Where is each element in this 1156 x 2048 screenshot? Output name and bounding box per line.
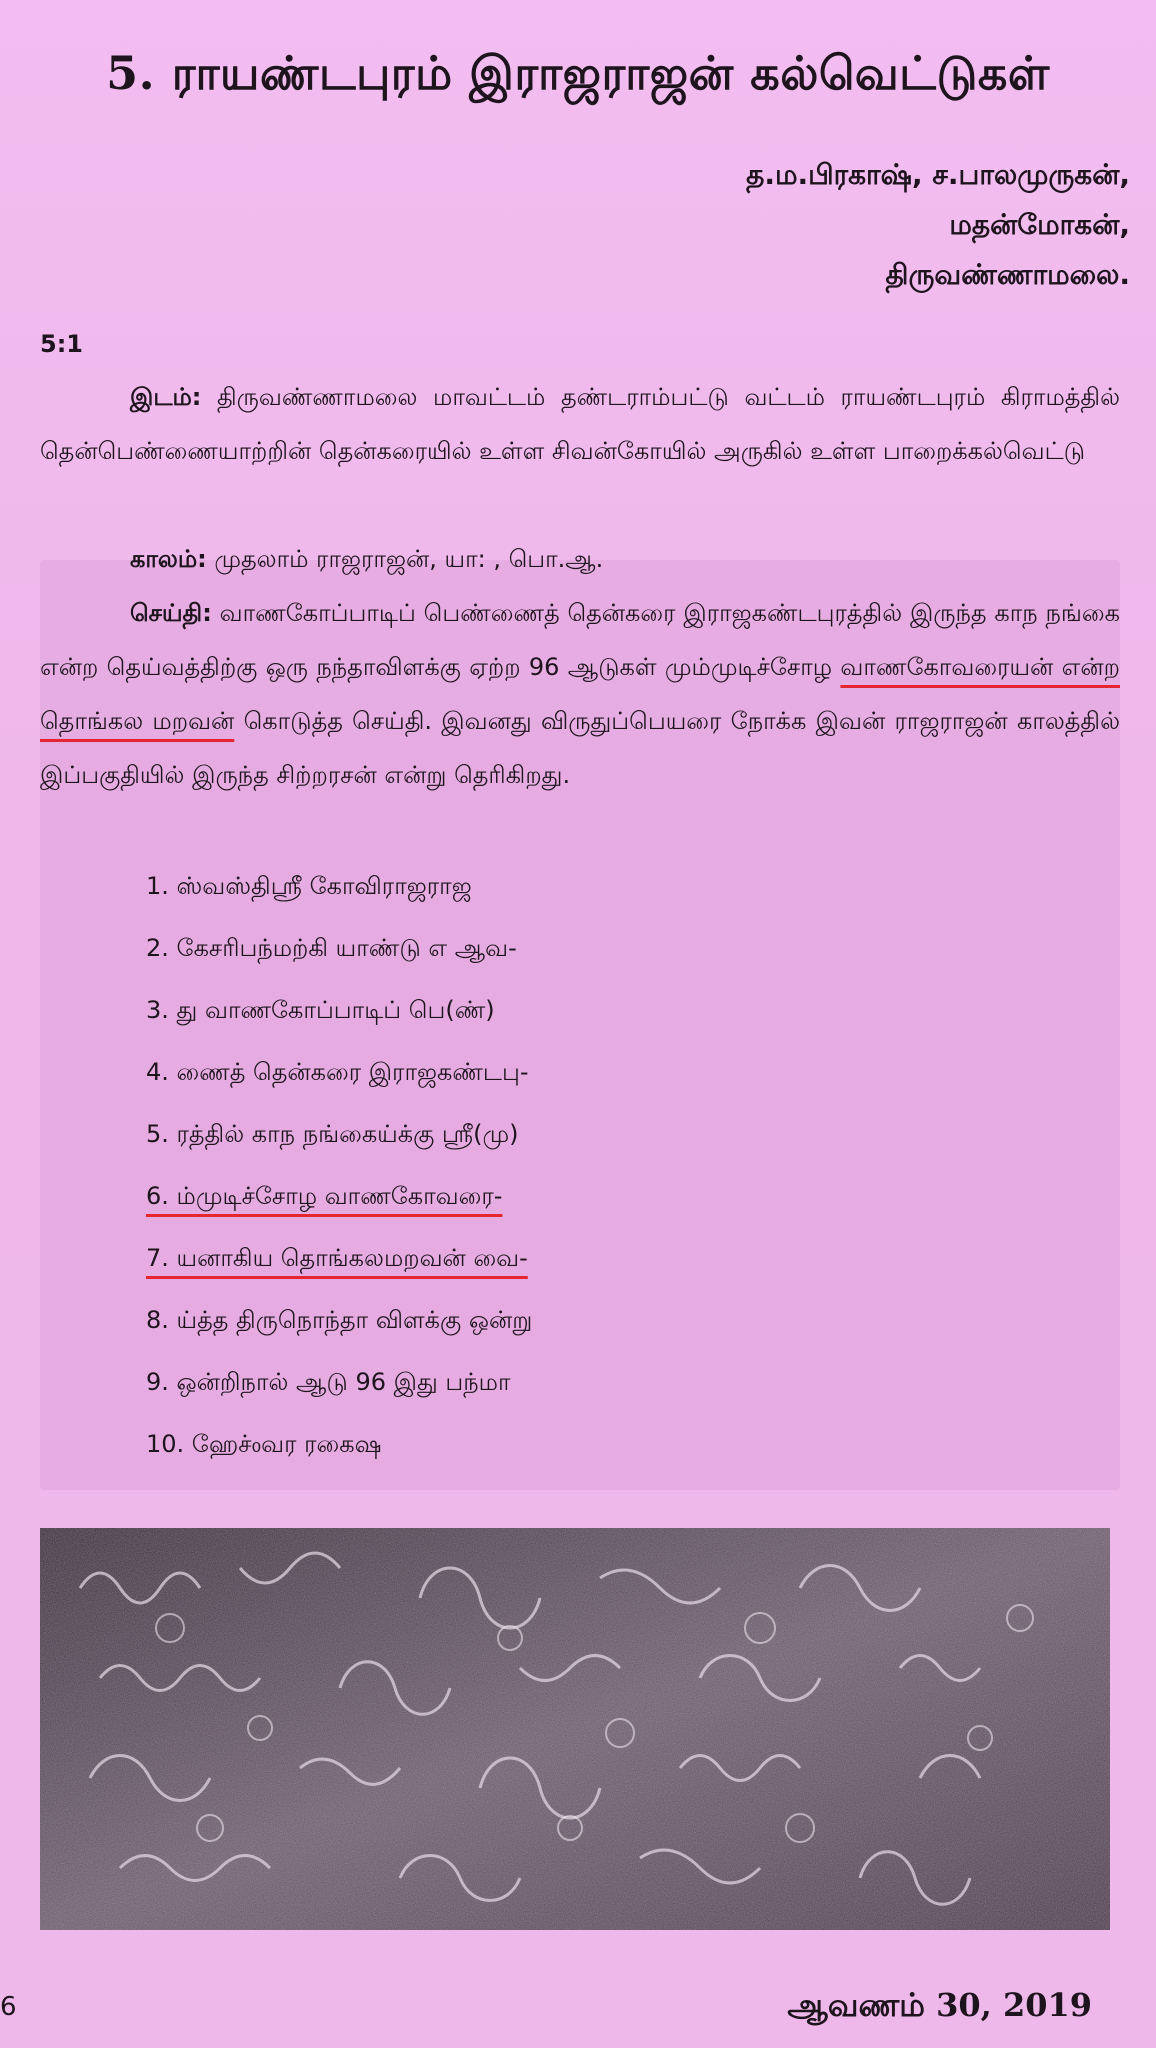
issue-date: ஆவணம் 30, 2019 xyxy=(787,1986,1092,2024)
period-paragraph xyxy=(40,532,1120,586)
inscription-stone-photo xyxy=(40,1528,1110,1930)
stone-texture xyxy=(40,1528,1110,1930)
place-label: இடம்: xyxy=(130,383,202,411)
place-paragraph xyxy=(40,370,1120,478)
inscription-line: 5. ரத்தில் காந நங்கைய்க்கு ஸ்ரீ(மு) xyxy=(146,1120,519,1148)
author-line: திருவண்ணாமலை. xyxy=(885,258,1130,291)
inscription-lines xyxy=(146,855,532,1475)
authors-block xyxy=(746,150,1130,300)
section-number: 5:1 xyxy=(40,330,83,358)
inscription-line: 1. ஸ்வஸ்திஸ்ரீ கோவிராஜராஜ xyxy=(146,872,472,900)
news-text-before: வாணகோப்பாடிப் பெண்ணைத் தென்கரை இராஜகண்டபுரத்தில் இருந்த காந நங்கை என்ற தெய்வத்திற்கு ஒரு நந்தாவிளக்கு ஏற்ற 96 ஆடுகள் மும்முடிச்சோழ xyxy=(40,599,1120,681)
inscription-line: 3. து வாணகோப்பாடிப் பெ(ண்) xyxy=(146,996,495,1024)
author-line: மதன்மோகன், xyxy=(949,208,1130,241)
news-label: செய்தி: xyxy=(130,599,212,627)
inscription-line-underlined: 6. ம்முடிச்சோழ வாணகோவரை- xyxy=(146,1182,503,1210)
article-title: 5. ராயண்டபுரம் இராஜராஜன் கல்வெட்டுகள் xyxy=(106,46,1050,100)
page-number: 6 xyxy=(0,1992,17,2022)
inscription-line: 9. ஒன்றிநால் ஆடு 96 இது பந்மா xyxy=(146,1368,511,1396)
author-line: த.ம.பிரகாஷ், ச.பாலமுருகன், xyxy=(746,158,1130,191)
period-text: முதலாம் ராஜராஜன், யா: , பொ.ஆ. xyxy=(214,545,604,573)
inscription-line: 8. ய்த்த திருநொந்தா விளக்கு ஒன்று xyxy=(146,1306,533,1334)
inscription-line-underlined: 7. யனாகிய தொங்கலமறவன் வை- xyxy=(146,1244,528,1272)
news-paragraph xyxy=(40,586,1120,802)
inscription-line: 2. கேசரிபந்மற்கி யாண்டு எ ஆவ- xyxy=(146,934,517,962)
period-label: காலம்: xyxy=(130,545,207,573)
news-text-after: கொடுத்த செய்தி. இவனது விருதுப்பெயரை நோக்க இவன் ராஜராஜன் காலத்தில் இப்பகுதியில் இருந்த சிற்றரசன் என்று தெரிகிறது. xyxy=(40,707,1120,789)
inscription-line: 4. ணைத் தென்கரை இராஜகண்டபு- xyxy=(146,1058,529,1086)
underlined-phrase: வாணகோவரையன் என்ற தொங்கல மறவன் xyxy=(40,653,1121,735)
place-text: திருவண்ணாமலை மாவட்டம் தண்டராம்பட்டு வட்டம் ராயண்டபுரம் கிராமத்தில் தென்பெண்ணையாற்றின் தென்கரையில் உள்ள சிவன்கோயில் அருகில் உள்ள பாறைக்கல்வெட்டு xyxy=(40,383,1120,465)
inscription-line: 10. ஹேச்₀வர ரகைஷ xyxy=(146,1430,382,1458)
